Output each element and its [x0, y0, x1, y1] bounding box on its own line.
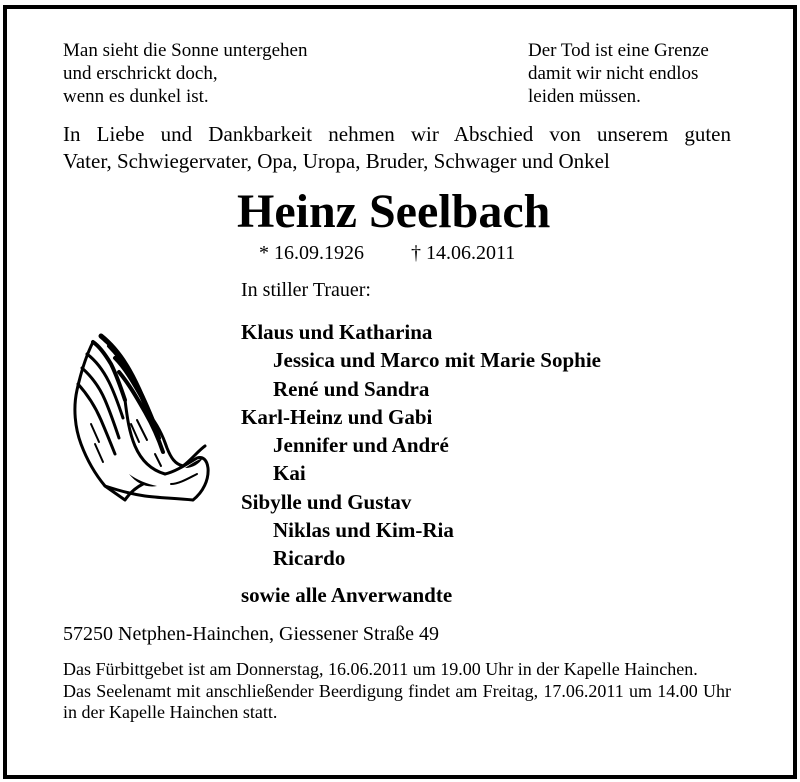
- birth-date: * 16.09.1926: [259, 242, 364, 264]
- family-list: [241, 318, 601, 573]
- poem-left-line: und erschrickt doch,: [63, 63, 218, 84]
- intro-text: [63, 121, 731, 175]
- relatives-line: sowie alle Anverwandte: [241, 583, 453, 607]
- family-member: René und Sandra: [273, 376, 430, 401]
- intro-line: In Liebe und Dankbarkeit nehmen wir Abschied von unserem guten: [63, 122, 731, 146]
- family-member: Klaus und Katharina: [241, 320, 433, 344]
- family-member: Karl-Heinz und Gabi: [241, 404, 433, 429]
- praying-hands-icon: [65, 324, 210, 504]
- life-dates: [259, 240, 515, 266]
- family-member: Ricardo: [273, 546, 346, 571]
- death-date: † 14.06.2011: [411, 242, 516, 264]
- deceased-name: Heinz Seelbach: [237, 185, 551, 238]
- family-member: Sibylle und Gustav: [241, 489, 412, 514]
- mourning-label: In stiller Trauer:: [241, 279, 371, 301]
- service-notes: [63, 659, 731, 724]
- family-member: Kai: [273, 461, 306, 486]
- poem-left-line: wenn es dunkel ist.: [63, 86, 209, 107]
- poem-right-line: Der Tod ist eine Grenze: [528, 40, 709, 61]
- poem-right: [528, 39, 709, 108]
- family-member: Jennifer und André: [273, 433, 449, 458]
- poem-left-line: Man sieht die Sonne untergehen: [63, 40, 308, 61]
- poem-right-line: leiden müssen.: [528, 86, 641, 107]
- address: 57250 Netphen-Hainchen, Giessener Straße 49: [63, 623, 439, 645]
- family-member: Niklas und Kim-Ria: [273, 518, 454, 543]
- poem-left: [63, 39, 308, 108]
- intro-line: Vater, Schwiegervater, Opa, Uropa, Bruder, Schwager und Onkel: [63, 149, 610, 173]
- family-member: Jessica und Marco mit Marie Sophie: [273, 348, 602, 373]
- service-note: Das Seelenamt mit anschließender Beerdigung findet am Freitag, 17.06.2011 um 14.00 Uhr in der Kapelle Hainchen statt.: [63, 680, 731, 722]
- service-note: Das Fürbittgebet ist am Donnerstag, 16.06.2011 um 19.00 Uhr in der Kapelle Hainchen.: [63, 659, 698, 679]
- obituary-card: [3, 5, 797, 779]
- poem-right-line: damit wir nicht endlos: [528, 63, 699, 84]
